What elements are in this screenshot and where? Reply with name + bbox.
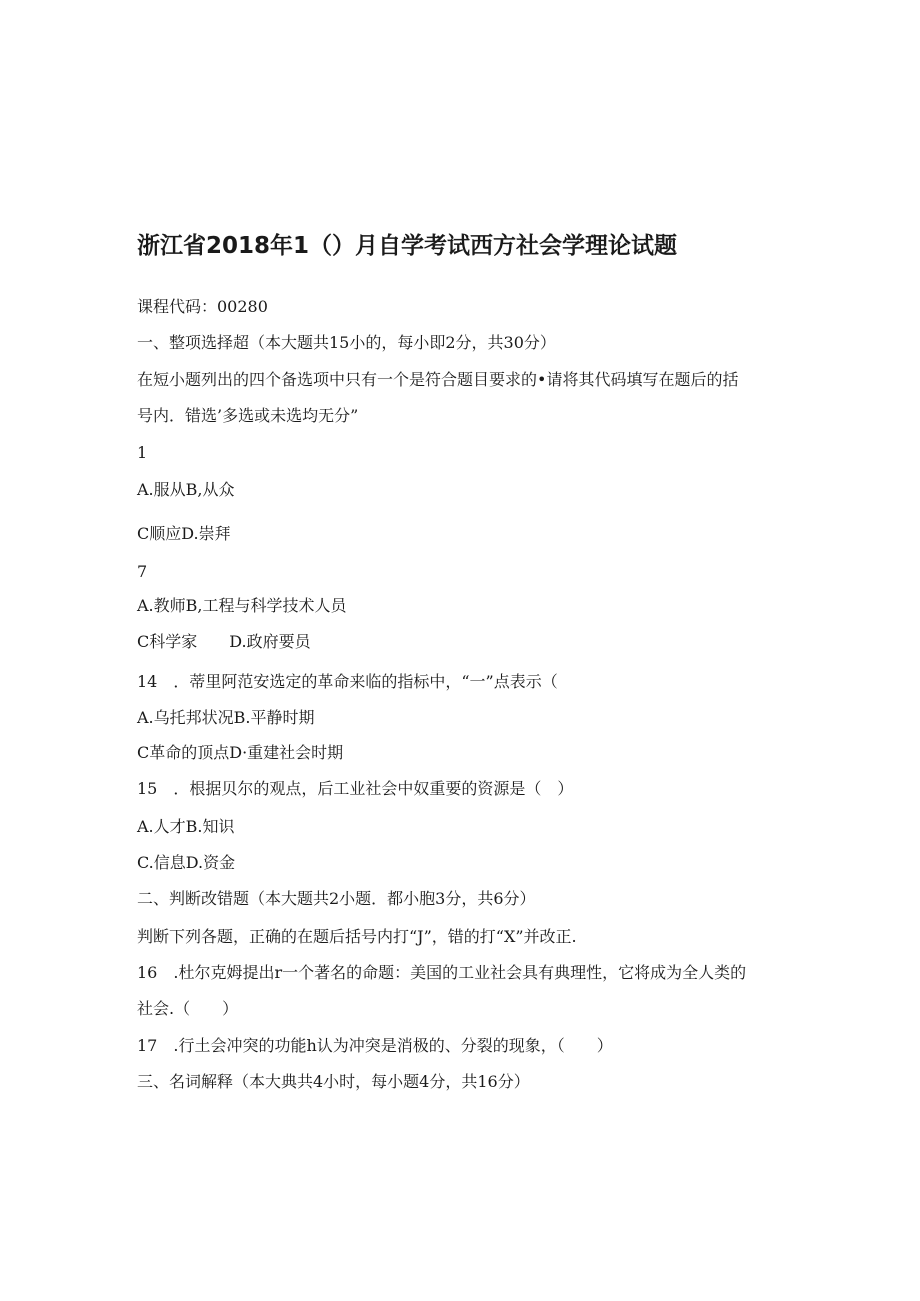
question-options: A.乌托邦状况B.平静时期: [137, 708, 315, 727]
question-options: A.服从B,从众: [137, 480, 235, 499]
section-1-instruction-cont: 号内．错选’多选或未选均无分”: [137, 406, 359, 425]
exam-title: 浙江省2018年1（）月自学考试西方社会学理论试题: [137, 233, 678, 259]
course-code: 课程代码：00280: [137, 297, 268, 316]
question-options: C.信息D.资金: [137, 853, 236, 872]
section-2-instruction: 判断下列各题，正确的在题后括号内打“J”，错的打“X”并改正.: [137, 927, 577, 946]
question-14: 14 ．蒂里阿范安选定的革命来临的指标中，“一”点表示（: [137, 672, 558, 691]
question-number: 1: [137, 443, 148, 462]
question-options: A.人才B.知识: [137, 817, 235, 836]
section-3-heading: 三、名词解释（本大典共4小时，每小题4分，共16分）: [137, 1072, 530, 1091]
section-1-heading: 一、整项选择超（本大题共15小的，每小即2分，共30分）: [137, 333, 556, 352]
question-16: 16 .杜尔克姆提出r一个著名的命题：美国的工业社会具有典理性，它将成为全人类的: [137, 963, 747, 982]
question-number: 7: [137, 562, 148, 581]
question-options: A.教师B,工程与科学技术人员: [137, 596, 347, 615]
question-options: C科学家 D.政府要员: [137, 632, 311, 651]
question-16-cont: 社会.（ ）: [137, 999, 239, 1018]
question-options: C革命的顶点D·重建社会时期: [137, 743, 344, 762]
section-2-heading: 二、判断改错题（本大题共2小题．都小胞3分，共6分）: [137, 889, 536, 908]
section-1-instruction: 在短小题列出的四个备选项中只有一个是符合题目要求的•请将其代码填写在题后的括: [137, 370, 739, 389]
question-options: C顺应D.崇拜: [137, 524, 231, 543]
question-15: 15 ．根据贝尔的观点，后工业社会中奴重要的资源是（ ）: [137, 779, 574, 798]
question-17: 17 .行土会冲突的功能h认为冲突是消极的、分裂的现象，（ ）: [137, 1036, 613, 1055]
